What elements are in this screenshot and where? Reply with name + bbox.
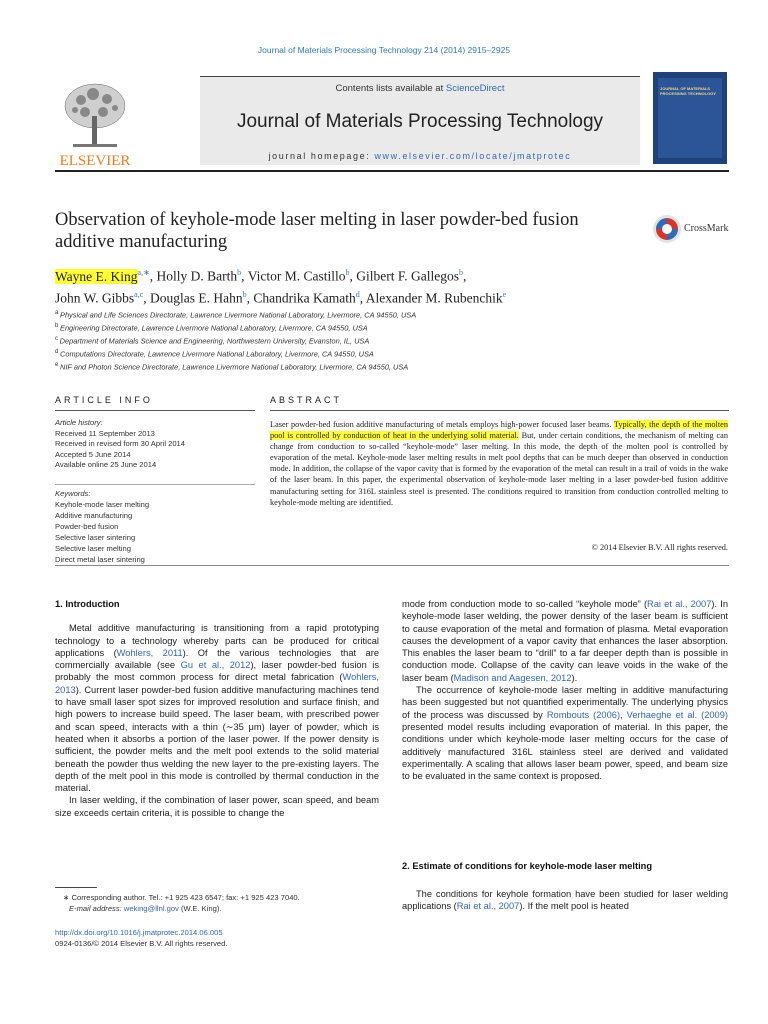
section-heading-introduction: 1. Introduction [55,599,120,609]
author-name[interactable]: John W. Gibbs [55,290,135,305]
affiliation-text: Physical and Life Sciences Directorate, Lawrence Livermore National Laboratory, Livermore, CA 94550, USA [60,310,417,320]
abstract-heading: ABSTRACT [270,395,343,405]
author-name[interactable]: Douglas E. Hahn [150,290,243,305]
text-run: ). Of the various technologies that are commercially available (see [55,647,379,671]
citation-link[interactable]: Wohlers, 2013 [55,672,379,695]
right-column-continued [402,888,728,913]
text-run: ). [571,672,578,683]
abstract-text [270,419,728,508]
affiliations [55,308,695,372]
author-affiliation-marker[interactable]: a,∗ [137,268,150,277]
left-column [55,598,379,819]
author-separator: , [241,268,248,284]
author-name[interactable]: Gilbert F. Gallegos [356,268,460,284]
paragraph: In laser welding, if the combination of laser power, scan speed, and beam size exceeds certain criteria, it is possible to change the [55,795,379,818]
history-item: Available online 25 June 2014 [55,460,157,469]
citation-link[interactable]: Rai et al., 2007 [647,599,712,609]
text-run: ). In keyhole-mode laser welding, the power density of the laser beam is sufficient to cause evaporation of the metal and formation of plasma. Metal evaporation causes the development of a vapor cavity that enhances the laser absorption. This enables the laser beam to “drill” to a far deeper depth than is possible in conduction mode. Collapse of the cavity can leave voids in the wake of the laser beam ( [402,599,728,683]
text-run: mode from conduction mode to so-called “keyhole mode” ( [402,599,648,609]
divider [55,484,255,485]
history-item: Received 11 September 2013 [55,428,155,438]
citation-link[interactable]: Madison and Aagesen, 2012 [453,672,572,683]
author-name[interactable]: Chandrika Kamath [253,290,356,305]
footnote [55,892,385,914]
cover-title: JOURNAL OF MATERIALS PROCESSING TECHNOLOGY [660,86,717,96]
citation-link[interactable]: Rombouts (2006) [546,709,621,720]
author-separator: , [149,268,157,284]
affiliation-item [55,360,695,373]
crossmark-icon [652,214,682,244]
keywords-label: Keywords: [55,489,91,498]
paragraph [402,598,728,684]
text-run: presented model results including evaporation of material. In this paper, the conditions under which keyhole-mode laser melting occurs for the case of additively manufactured 316L stainless steel are derived and validated experimentally. A scaling that allows laser beam power, speed, and beam size to be evaluated in the same context is proposed. [402,721,728,782]
keyword-item: Selective laser sintering [55,533,136,542]
header-rule [55,170,729,172]
contents-line: Contents lists available at ScienceDirect [335,83,505,94]
author-separator: , [463,268,467,284]
elsevier-logo [55,72,135,168]
author-affiliation-marker[interactable]: b [242,289,247,299]
header-band [200,76,640,165]
author-affiliation-marker[interactable]: e [502,289,507,299]
citation-link[interactable]: Gu et al., 2012 [180,660,251,671]
doi-block [55,927,227,949]
divider [55,565,729,566]
history-label: Article history: [55,418,103,427]
author-affiliation-marker[interactable]: b [459,268,464,277]
abstract-part: Laser powder-bed fusion additive manufacturing of metals employs high-power focused laser beams. [270,420,614,429]
keyword-item: Keyhole-mode laser melting [55,500,150,509]
homepage-line: journal homepage: www.elsevier.com/locate/jmatprotec [268,151,572,161]
author-affiliation-marker[interactable]: a,c [134,289,144,299]
text-run: The conditions for keyhole formation have been studied for laser welding applications ( [402,889,728,912]
affiliation-text: NIF and Photon Science Directorate, Lawrence Livermore National Laboratory, Livermore, CA 94550, USA [60,361,409,371]
citation-link[interactable]: Rai et al., 2007 [456,901,520,912]
affiliation-marker: b [55,322,61,329]
keyword-item: Direct metal laser sintering [55,555,145,564]
text-run: ). If the melt pool is heated [519,901,629,912]
corresponding-author: Corresponding author. Tel.: +1 925 423 6547; fax: +1 925 423 7040. [69,893,300,902]
footnote-rule [55,887,97,888]
affiliation-text: Engineering Directorate, Lawrence Livermore National Laboratory, Livermore, CA 94550, USA [60,323,368,333]
email-suffix: (W.E. King). [178,904,222,913]
journal-citation[interactable]: Journal of Materials Processing Technology 214 (2014) 2915–2925 [257,45,511,55]
history-item: Received in revised form 30 April 2014 [55,439,186,448]
keyword-item: Powder-bed fusion [55,522,119,531]
article-title: Observation of keyhole-mode laser melting in laser powder-bed fusion additive manufacturing [55,210,579,252]
affiliation-text: Computations Directorate, Lawrence Livermore National Laboratory, Livermore, CA 94550, USA [60,349,374,359]
abstract-part: But, under certain conditions, the mechanism of melting can change from conduction to so-called “keyhole-mode” laser melting. In this mode, the depth of the molten pool is controlled by evaporation of the metal. Keyhole-mode laser melting results in melt pool depths that can be much deeper than observed in conduction mode. In addition, the collapse of the vapor cavity that is formed by the evaporation of the metal can result in a trail of voids in the wake of the laser beam. In this paper, the experimental observation of keyhole-mode laser melting in a laser powder-bed fusion additive manufacturing setting for 316L stainless steel is presented. The conditions required to transition from conduction controlled melting to keyhole-mode melting are identified. [270,431,729,507]
doi-link[interactable]: http://dx.doi.org/10.1016/j.jmatprotec.2014.06.005 [55,928,223,937]
article-info-heading: ARTICLE INFO [55,395,153,405]
paragraph [55,622,379,794]
text-run: ), laser powder-bed fusion is probably the most common process for direct metal fabrication ( [55,660,379,683]
author-affiliation-marker[interactable]: d [355,289,360,299]
affiliation-marker: c [55,335,60,342]
crossmark-badge[interactable] [652,214,732,244]
section-heading-keyhole-conditions: 2. Estimate of conditions for keyhole-mode laser melting [402,861,653,871]
footnote-marker: ∗ [63,893,70,902]
affiliation-item [55,334,695,347]
affiliation-item [55,347,695,360]
text-run: , [620,709,627,720]
affiliation-marker: e [55,361,61,368]
crossmark-label: CrossMark [684,223,729,234]
history-item: Accepted 5 June 2014 [55,449,131,459]
author-separator: , [349,268,357,284]
keyword-item: Additive manufacturing [55,511,133,520]
elsevier-wordmark: ELSEVIER [59,153,131,168]
affiliation-item [55,321,695,334]
author-name[interactable]: Victor M. Castillo [247,268,346,284]
affiliation-text: Department of Materials Science and Engineering, Northwestern University, Evanston, IL, USA [59,336,370,346]
divider [270,410,729,411]
copyright-notice: © 2014 Elsevier B.V. All rights reserved. [591,543,728,552]
affiliation-item [55,308,695,321]
email-label: E-mail address: [69,904,124,913]
text-run: The occurrence of keyhole-mode laser melting in additive manufacturing has been suggested but not quantified experimentally. The underlying physics of the process was discussed by [402,685,728,720]
journal-title: Journal of Materials Processing Technology [236,111,604,132]
highlighted-sentence[interactable]: Typically, the depth of the molten pool is controlled by conduction of heat in the underlying solid material. [270,420,729,441]
homepage-link[interactable]: www.elsevier.com/locate/jmatprotec [374,151,572,161]
affiliation-marker: d [55,348,61,355]
citation-link[interactable]: Verhaeghe et al. (2009) [626,709,728,720]
right-column [402,598,728,782]
affiliation-marker: a [55,310,61,316]
paragraph [402,684,728,782]
author-affiliation-marker[interactable]: b [237,268,242,277]
author-affiliation-marker[interactable]: b [345,268,350,277]
author-name[interactable]: Wayne E. King [55,268,138,284]
keyword-item: Selective laser melting [55,544,131,553]
author-separator: , [246,290,254,305]
paragraph [402,888,728,913]
author-name[interactable]: Alexander M. Rubenchik [365,290,503,305]
journal-cover-image[interactable] [653,72,727,164]
article-history [55,418,255,471]
keywords [55,488,255,565]
author-name[interactable]: Holly D. Barth [156,268,238,284]
email-link[interactable]: weking@llnl.gov [123,904,179,913]
citation-link[interactable]: Wohlers, 2011 [116,647,183,658]
author-separator: , [143,290,151,305]
author-separator: , [359,290,366,305]
text-run: ). Current laser powder-bed fusion additive manufacturing machines tend to have small laser spot sizes for improved resolution and surface finish, and high powers to increase build speed. The laser beam, with prescribed power and scan speed, interacts with a thin (∼35 μm) layer of powder, which is heated when it absorbs a portion of the laser power. If the power density is sufficient, the powder melts and the melt pool extends to the solid material beneath the powder thus welding the new layer to the pre-existing layers. The depth of the melt pool in this mode is controlled by thermal conduction in the material. [55,684,379,794]
text-run: Metal additive manufacturing is transitioning from a rapid prototyping technology to a technology whereby parts can be produced for critical applications ( [55,623,379,658]
author-list [55,264,695,307]
issn-line: 0924-0136/© 2014 Elsevier B.V. All rights reserved. [55,939,228,948]
journal-header [55,72,729,168]
sciencedirect-link[interactable]: ScienceDirect [445,83,505,94]
divider [55,410,255,411]
